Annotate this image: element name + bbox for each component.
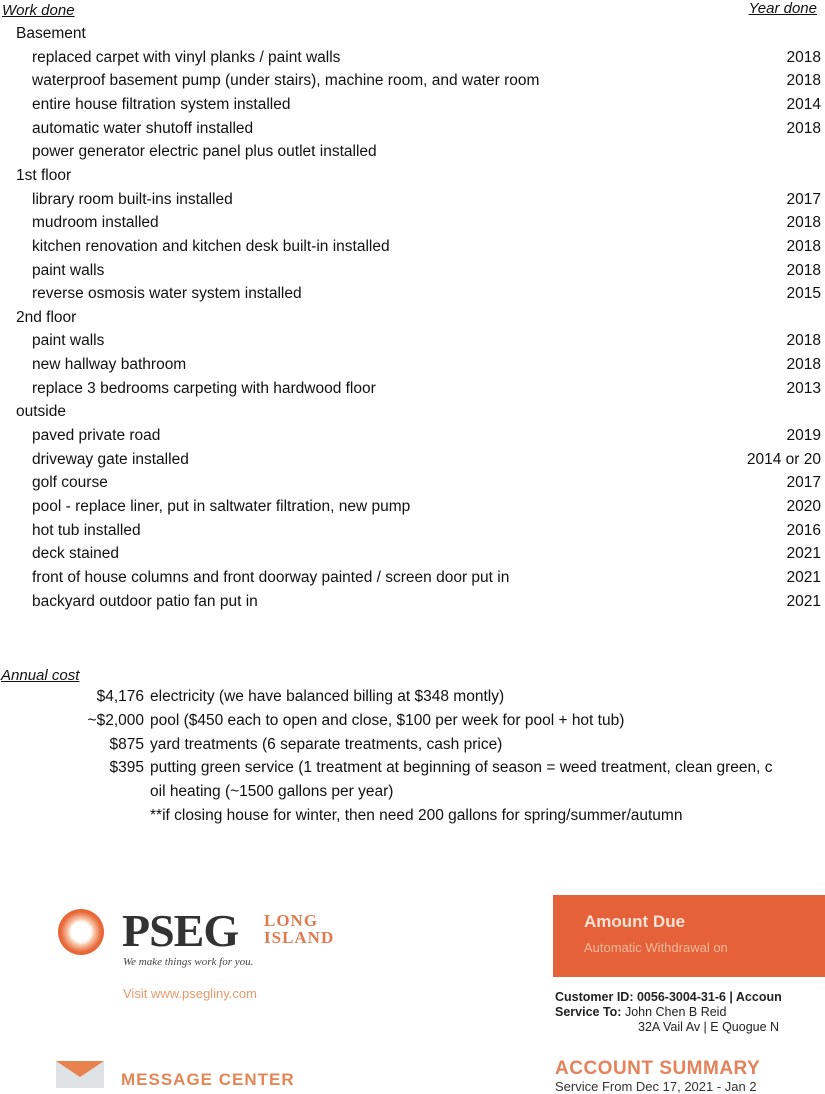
work-item-row bbox=[0, 522, 825, 546]
work-item-row bbox=[0, 451, 825, 475]
work-item-row bbox=[0, 143, 825, 167]
customer-id: 0056-3004-31-6 | Accoun bbox=[636, 990, 782, 1004]
work-item-row bbox=[0, 96, 825, 120]
work-item-year: 2019 bbox=[786, 427, 821, 445]
work-item-year: 2021 bbox=[786, 568, 821, 586]
work-item-row bbox=[0, 380, 825, 404]
cost-row bbox=[0, 759, 825, 783]
work-item-row bbox=[0, 356, 825, 380]
cost-row bbox=[0, 688, 825, 712]
work-item-task: new hallway bathroom bbox=[32, 356, 187, 374]
cost-amount: $395 bbox=[109, 759, 144, 777]
account-summary-heading: ACCOUNT SUMMARY bbox=[555, 1058, 761, 1079]
work-item-task: golf course bbox=[32, 474, 108, 492]
pseg-long-island bbox=[264, 912, 334, 946]
cost-description: electricity (we have balanced billing at $348 montly) bbox=[150, 688, 505, 705]
cost-description: putting green service (1 treatment at beginning of season = weed treatment, clean green, c bbox=[150, 759, 773, 777]
work-item-task: paint walls bbox=[32, 332, 105, 350]
cost-row bbox=[0, 807, 825, 831]
message-center-heading: MESSAGE CENTER bbox=[121, 1070, 295, 1089]
work-item-task: entire house filtration system installed bbox=[32, 95, 291, 113]
work-item-row bbox=[0, 191, 825, 215]
work-item-row bbox=[0, 285, 825, 309]
work-item-task: driveway gate installed bbox=[32, 450, 189, 468]
work-item-task: replace 3 bedrooms carpeting with hardwood floor bbox=[32, 379, 376, 397]
cost-description: pool ($450 each to open and close, $100 per week for pool + hot tub) bbox=[150, 711, 625, 729]
work-item-row bbox=[0, 120, 825, 144]
work-item-task: waterproof basement pump (under stairs), machine room, and water room bbox=[32, 72, 540, 90]
amount-due-title: Amount Due bbox=[584, 912, 686, 931]
brand-sub-island: ISLAND bbox=[264, 928, 335, 947]
work-item-year: 2018 bbox=[786, 48, 821, 66]
work-item-task: replaced carpet with vinyl planks / paint walls bbox=[32, 48, 341, 66]
work-item-year: 2018 bbox=[786, 119, 821, 137]
work-item-year: 2021 bbox=[786, 545, 821, 563]
service-to-label: Service To: bbox=[555, 1005, 622, 1019]
service-period: Service From Dec 17, 2021 - Jan 2 bbox=[555, 1079, 757, 1094]
work-item-row bbox=[0, 49, 825, 73]
brand-sub-long: LONG bbox=[264, 911, 319, 930]
work-item-task: front of house columns and front doorway painted / screen door put in bbox=[32, 568, 510, 586]
work-item-row bbox=[0, 545, 825, 569]
work-item-year: 2018 bbox=[786, 72, 821, 90]
work-item-task: hot tub installed bbox=[32, 521, 141, 539]
work-item-row bbox=[0, 569, 825, 593]
work-item-task: reverse osmosis water system installed bbox=[32, 285, 302, 303]
category-label: 1st floor bbox=[16, 166, 72, 184]
pseg-sun-logo-icon bbox=[58, 909, 104, 955]
work-item-task: deck stained bbox=[32, 545, 120, 563]
work-item-year: 2014 or 20 bbox=[746, 450, 821, 468]
cost-row bbox=[0, 736, 825, 760]
work-item-year: 2020 bbox=[786, 498, 821, 515]
category-row bbox=[0, 167, 825, 191]
service-to-address: 32A Vail Av | E Quogue N bbox=[638, 1020, 780, 1034]
category-label: outside bbox=[16, 403, 66, 421]
category-row bbox=[0, 309, 825, 333]
work-item-year: 2018 bbox=[786, 214, 821, 232]
category-label: 2nd floor bbox=[16, 308, 77, 326]
cost-description: yard treatments (6 separate treatments, cash price) bbox=[150, 735, 503, 753]
service-to-name: John Chen B Reid bbox=[624, 1005, 727, 1019]
visit-link[interactable]: Visit www.psegliny.com bbox=[123, 986, 257, 1001]
cost-description: oil heating (~1500 gallons per year) bbox=[150, 783, 394, 801]
category-row bbox=[0, 25, 825, 49]
work-item-task: pool - replace liner, put in saltwater filtration, new pump bbox=[32, 498, 411, 515]
work-item-year: 2015 bbox=[786, 285, 821, 303]
work-item-row bbox=[0, 332, 825, 356]
work-item-row bbox=[0, 427, 825, 451]
category-row bbox=[0, 403, 825, 427]
work-item-task: backyard outdoor patio fan put in bbox=[32, 592, 258, 610]
work-item-year: 2014 bbox=[786, 95, 821, 113]
work-item-task: library room built-ins installed bbox=[32, 190, 233, 208]
work-item-year: 2018 bbox=[786, 356, 821, 374]
work-item-task: kitchen renovation and kitchen desk built-in installed bbox=[32, 237, 390, 255]
work-item-row bbox=[0, 593, 825, 617]
amount-due-box bbox=[553, 895, 825, 977]
customer-id-label: Customer ID: bbox=[555, 990, 634, 1004]
work-item-year: 2016 bbox=[786, 521, 821, 539]
work-item-task: mudroom installed bbox=[32, 214, 159, 232]
cost-amount: $875 bbox=[109, 735, 144, 753]
cost-description: **if closing house for winter, then need 200 gallons for spring/summer/autumn bbox=[150, 807, 683, 824]
work-item-row bbox=[0, 214, 825, 238]
year-done-header: Year done bbox=[748, 0, 817, 17]
work-item-task: paint walls bbox=[32, 261, 105, 279]
tagline: We make things work for you. bbox=[123, 956, 254, 968]
work-item-year: 2013 bbox=[786, 379, 821, 397]
work-item-row bbox=[0, 498, 825, 522]
work-item-row bbox=[0, 474, 825, 498]
category-label: Basement bbox=[16, 25, 86, 42]
work-item-year: 2017 bbox=[786, 190, 821, 208]
work-item-year: 2018 bbox=[786, 237, 821, 255]
work-item-task: automatic water shutoff installed bbox=[32, 119, 254, 137]
work-item-row bbox=[0, 238, 825, 262]
envelope-icon bbox=[56, 1061, 104, 1088]
work-item-year: 2021 bbox=[786, 592, 821, 610]
work-item-row bbox=[0, 72, 825, 96]
cost-row bbox=[0, 712, 825, 736]
work-item-year: 2017 bbox=[786, 474, 821, 492]
pseg-brand: PSEG bbox=[122, 905, 239, 956]
work-item-task: paved private road bbox=[32, 427, 161, 445]
work-done-header: Work done bbox=[2, 2, 75, 19]
customer-info bbox=[555, 990, 782, 1035]
cost-amount: ~$2,000 bbox=[87, 711, 144, 729]
work-item-year: 2018 bbox=[786, 332, 821, 350]
amount-due-subtitle: Automatic Withdrawal on bbox=[584, 940, 728, 955]
cost-amount: $4,176 bbox=[96, 688, 144, 705]
work-item-year: 2018 bbox=[786, 261, 821, 279]
annual-cost-header: Annual cost bbox=[1, 667, 80, 684]
work-item-task: power generator electric panel plus outlet installed bbox=[32, 143, 377, 161]
cost-row bbox=[0, 783, 825, 807]
work-item-row bbox=[0, 262, 825, 286]
